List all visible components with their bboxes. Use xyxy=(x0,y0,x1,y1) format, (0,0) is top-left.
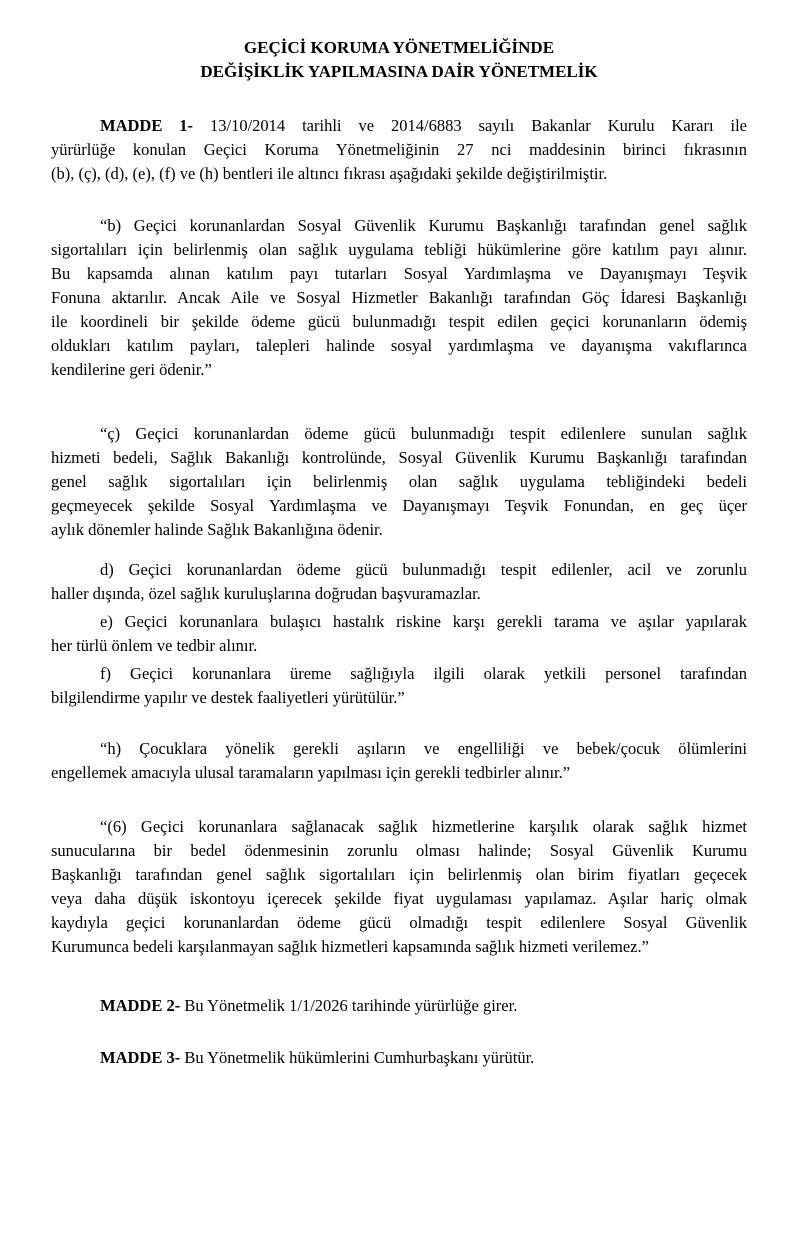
paragraph-line: sigortalıları için belirlenmiş olan sağlık uygulama tebliği hükümlerine göre katılım payı alınır. xyxy=(51,240,747,259)
paragraph-line: geçmeyecek şekilde Sosyal Yardımlaşma ve Dayanışmayı Teşvik Fonundan, en geç üçer xyxy=(51,496,747,515)
paragraph-line: “b) Geçici korunanlardan Sosyal Güvenlik Kurumu Başkanlığı tarafından genel sağlık xyxy=(100,216,747,235)
clause-c-cedilla-paragraph xyxy=(51,422,747,542)
paragraph-line: veya daha düşük iskontoyu içerecek şekilde fiyat uygulaması yapılamaz. Aşılar hariç olmak xyxy=(51,889,747,908)
paragraph-line: oldukları katılım payları, talepleri halinde sosyal yardımlaşma ve dayanışma vakıflarınca xyxy=(51,336,747,355)
article-2-label: MADDE 2- xyxy=(100,996,181,1015)
paragraph-line: kendilerine geri ödenir.” xyxy=(51,360,212,379)
article-3-paragraph xyxy=(51,1046,747,1070)
clause-h-paragraph xyxy=(51,737,747,785)
paragraph-line: hizmeti bedeli, Sağlık Bakanlığı kontrolünde, Sosyal Güvenlik Kurumu Başkanlığı tarafından xyxy=(51,448,747,467)
clause-f-paragraph xyxy=(51,662,747,710)
clause-e-paragraph xyxy=(51,610,747,658)
article-3-label: MADDE 3- xyxy=(100,1048,181,1067)
paragraph-line: “ç) Geçici korunanlardan ödeme gücü bulunmadığı tespit edilenlere sunulan sağlık xyxy=(100,424,747,443)
paragraph-line: sunucularına bir bedel ödenmesinin zorunlu olması halinde; Sosyal Güvenlik Kurumu xyxy=(51,841,747,860)
article-2-text: Bu Yönetmelik 1/1/2026 tarihinde yürürlüğe girer. xyxy=(180,996,518,1015)
clause-b-paragraph xyxy=(51,214,747,382)
article-1-text: 13/10/2014 tarihli ve 2014/6883 sayılı Bakanlar Kurulu Kararı ile xyxy=(193,116,748,135)
paragraph-line: “(6) Geçici korunanlara sağlanacak sağlık hizmetlerine karşılık olarak sağlık hizmet xyxy=(100,817,747,836)
paragraph-line: Fonuna aktarılır. Ancak Aile ve Sosyal Hizmetler Bakanlığı tarafından Göç İdaresi Başkanlığı xyxy=(51,288,747,307)
paragraph-line: yürürlüğe konulan Geçici Koruma Yönetmeliğinin 27 nci maddesinin birinci fıkrasının xyxy=(51,140,747,159)
paragraph-line: engellemek amacıyla ulusal taramaların yapılması için gerekli tedbirler alınır.” xyxy=(51,763,571,782)
article-2-paragraph xyxy=(51,994,747,1018)
paragraph-line: Başkanlığı tarafından genel sağlık sigortalıları için belirlenmiş olan birim fiyatları geçecek xyxy=(51,865,747,884)
paragraph-line: Kurumunca bedeli karşılanmayan sağlık hizmetleri kapsamında sağlık hizmeti verilemez.” xyxy=(51,937,649,956)
paragraph-line: bilgilendirme yapılır ve destek faaliyetleri yürütülür.” xyxy=(51,688,405,707)
subsection-6-paragraph xyxy=(51,815,747,959)
article-1-label: MADDE 1- xyxy=(100,116,194,135)
clause-d-paragraph xyxy=(51,558,747,606)
paragraph-line: ile koordineli bir şekilde ödeme gücü bulunmadığı tespit edilen geçici korunanların ödemiş xyxy=(51,312,747,331)
paragraph-line xyxy=(51,114,747,138)
paragraph-line: her türlü önlem ve tedbir alınır. xyxy=(51,636,258,655)
paragraph-line: genel sağlık sigortalıları için belirlenmiş olan sağlık uygulama tebliğindeki bedeli xyxy=(51,472,747,491)
paragraph-line: “h) Çocuklara yönelik gerekli aşıların ve engelliliği ve bebek/çocuk ölümlerini xyxy=(100,739,747,758)
paragraph-line: Bu kapsamda alınan katılım payı tutarları Sosyal Yardımlaşma ve Dayanışmayı Teşvik xyxy=(51,264,747,283)
paragraph-line xyxy=(51,994,747,1018)
paragraph-line xyxy=(51,1046,747,1070)
paragraph-line: e) Geçici korunanlara bulaşıcı hastalık riskine karşı gerekli tarama ve aşılar yapılarak xyxy=(100,612,747,631)
paragraph-line: haller dışında, özel sağlık kuruluşlarına doğrudan başvuramazlar. xyxy=(51,584,481,603)
paragraph-line: kaydıyla geçici korunanlardan ödeme gücü olmadığı tespit edilenlere Sosyal Güvenlik xyxy=(51,913,747,932)
article-3-text: Bu Yönetmelik hükümlerini Cumhurbaşkanı yürütür. xyxy=(180,1048,535,1067)
document-title-line-2: DEĞİŞİKLİK YAPILMASINA DAİR YÖNETMELİK xyxy=(200,62,598,81)
article-1-paragraph xyxy=(51,114,747,186)
paragraph-line: f) Geçici korunanlara üreme sağlığıyla ilgili olarak yetkili personel tarafından xyxy=(100,664,747,683)
paragraph-line: d) Geçici korunanlardan ödeme gücü bulunmadığı tespit edilenler, acil ve zorunlu xyxy=(100,560,747,579)
document-title-line-1: GEÇİCİ KORUMA YÖNETMELİĞİNDE xyxy=(243,38,555,57)
paragraph-line: aylık dönemler halinde Sağlık Bakanlığına ödenir. xyxy=(51,520,383,539)
paragraph-line: (b), (ç), (d), (e), (f) ve (h) bentleri ile altıncı fıkrası aşağıdaki şekilde değiştirilmiştir. xyxy=(51,164,608,183)
